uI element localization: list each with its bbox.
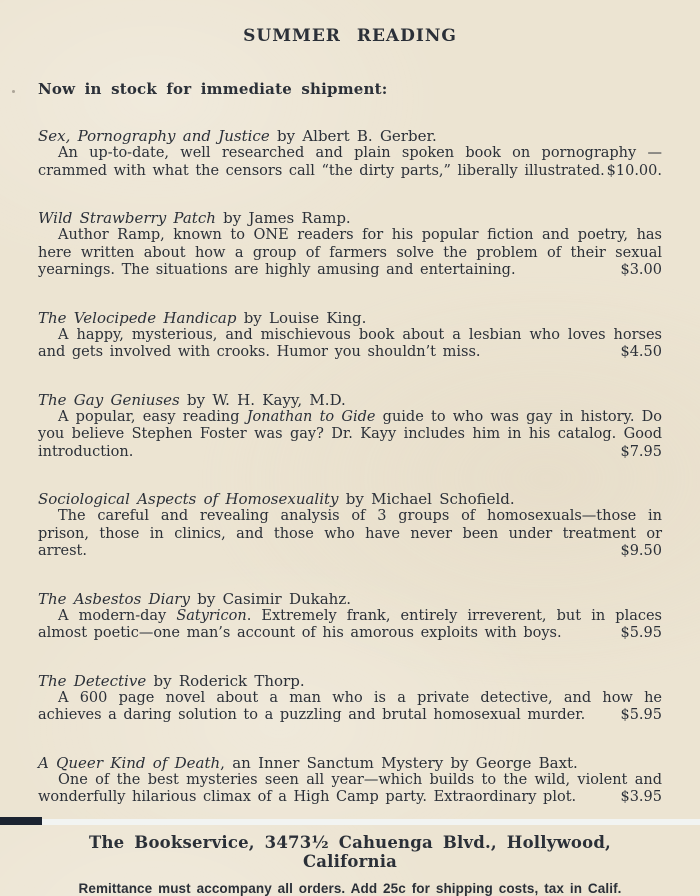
book-title [38, 127, 662, 145]
desc-text: Author Ramp, known to ONE readers for his popular fiction and poetry, has here written about how a group of farmers solve the problem of their sexual yearnings. The situations are highly amusing and entertaining. [38, 227, 662, 278]
desc-text: A popular, easy reading [58, 408, 247, 425]
book-description [38, 690, 662, 725]
book-title [38, 754, 662, 772]
corner-block-decoration [0, 817, 42, 825]
book-entry [38, 127, 662, 180]
book-entry [38, 490, 662, 561]
book-title-name: The Asbestos Diary [38, 589, 190, 608]
page-footer [38, 833, 662, 896]
stock-subtitle: Now in stock for immediate shipment: [38, 80, 388, 98]
desc-text-after: guide to who was gay in history. Do you believe Stephen Foster was gay? Dr. Kayy includes him in his catalog. Good introduction. [38, 408, 662, 460]
desc-italic-text: Jonathan to Gide [246, 408, 376, 425]
book-entry [38, 672, 662, 725]
book-title [38, 672, 662, 690]
book-entry [38, 309, 662, 362]
book-price: $10.00. [606, 162, 662, 179]
book-title-author: by James Ramp. [215, 209, 351, 227]
book-title-author: by Louise King. [236, 308, 367, 327]
desc-text: One of the best mysteries seen all year—which builds to the wild, violent and wonderfully hilarious climax of a High Camp party. Extraordinary plot. [38, 771, 662, 805]
book-description [38, 409, 662, 462]
book-title [38, 590, 662, 608]
book-title [38, 391, 662, 409]
page-title: SUMMER READING [243, 26, 457, 46]
book-title-name: Wild Strawberry Patch [38, 209, 216, 227]
book-title-name: The Velocipede Handicap [38, 308, 237, 327]
book-description [38, 227, 662, 280]
bookservice-address: The Bookservice, 3473½ Cahuenga Blvd., Hollywood, California [88, 832, 612, 871]
book-title [38, 490, 662, 508]
book-title-author: by W. H. Kayy, M.D. [179, 390, 346, 409]
book-description [38, 772, 662, 807]
book-title [38, 309, 662, 327]
book-description [38, 145, 662, 180]
book-title-author: , an Inner Sanctum Mystery by George Baxt. [220, 753, 578, 772]
book-title-name: The Gay Geniuses [38, 390, 180, 409]
book-entry [38, 754, 662, 807]
bottom-strip-decoration [42, 819, 700, 825]
desc-italic-text: Satyricon [176, 607, 247, 624]
book-price: $9.50 [620, 543, 662, 559]
book-description [38, 508, 662, 561]
paper-speck [12, 90, 15, 93]
remittance-note: Remittance must accompany all orders. Add 25c for shipping costs, tax in Calif. [78, 880, 622, 896]
book-entry [38, 391, 662, 462]
book-title-author: by Roderick Thorp. [146, 671, 305, 690]
book-title-author: by Casimir Dukahz. [189, 589, 351, 608]
desc-text-after: . Extremely frank, entirely irreverent, but in places almost poetic—one man’s account of his amorous exploits with boys. [38, 607, 662, 641]
book-entry [38, 590, 662, 643]
book-title-name: The Detective [38, 671, 147, 690]
book-title-author: by Albert B. Gerber. [269, 127, 437, 145]
book-description [38, 327, 662, 362]
desc-text: A happy, mysterious, and mischievous book about a lesbian who loves horses and gets involved with crooks. Humor you shouldn’t miss. [38, 326, 662, 360]
book-entry [38, 209, 662, 280]
book-price: $3.95 [620, 789, 662, 805]
desc-text: An up-to-date, well researched and plain spoken book on pornography — crammed with what the censors call “the dirty parts,” liberally illustrated. [38, 145, 662, 179]
book-price: $5.95 [620, 707, 662, 723]
desc-text: A 600 page novel about a man who is a private detective, and how he achieves a daring solution to a puzzling and brutal homosexual murder. [38, 689, 662, 723]
book-price: $4.50 [620, 344, 662, 360]
book-price: $5.95 [620, 625, 662, 641]
book-description [38, 608, 662, 643]
book-price: $3.00 [620, 262, 662, 278]
book-title-author: by Michael Schofield. [338, 490, 515, 508]
book-price: $7.95 [620, 443, 662, 460]
desc-text: A modern-day [58, 607, 177, 624]
book-title [38, 209, 662, 227]
book-title-name: Sociological Aspects of Homosexuality [38, 490, 339, 508]
book-title-name: A Queer Kind of Death [38, 753, 221, 772]
desc-text: The careful and revealing analysis of 3 groups of homosexuals—those in prison, those in clinics, and those who have never been under treatment or arrest. [38, 508, 662, 559]
book-title-name: Sex, Pornography and Justice [38, 127, 270, 145]
